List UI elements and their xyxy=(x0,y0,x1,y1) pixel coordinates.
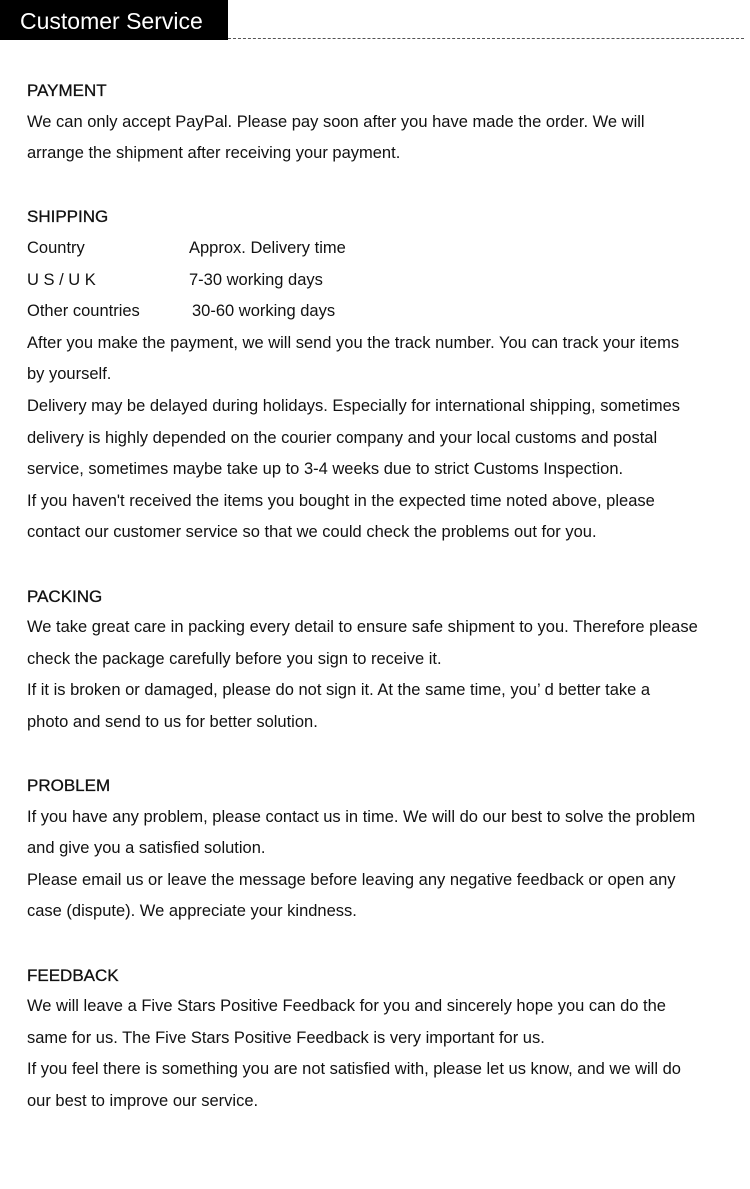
content xyxy=(27,75,743,1149)
section-title-problem: PROBLEM xyxy=(27,776,111,796)
page-header xyxy=(0,0,750,40)
text-line: photo and send to us for better solution. xyxy=(27,712,318,731)
section-title-shipping: SHIPPING xyxy=(27,207,109,227)
section-payment xyxy=(27,75,743,170)
shipping-delivery-time: 30-60 working days xyxy=(192,302,336,321)
shipping-country: U S / U K xyxy=(27,270,96,289)
text-line: service, sometimes maybe take up to 3-4 weeks due to strict Customs Inspection. xyxy=(27,460,624,479)
text-line: check the package carefully before you sign to receive it. xyxy=(27,649,442,668)
page-title: Customer Service xyxy=(0,0,228,40)
section-title-feedback: FEEDBACK xyxy=(27,965,119,985)
text-line: If it is broken or damaged, please do not sign it. At the same time, you’ d better take a xyxy=(27,681,651,700)
text-line: by yourself. xyxy=(27,365,112,384)
text-line: If you haven't received the items you bought in the expected time noted above, please xyxy=(27,491,655,510)
shipping-header-delivery: Approx. Delivery time xyxy=(189,238,346,257)
text-line: We will leave a Five Stars Positive Feedback for you and sincerely hope you can do the xyxy=(27,997,666,1016)
text-line: our best to improve our service. xyxy=(27,1092,259,1110)
text-line: Please email us or leave the message before leaving any negative feedback or open any xyxy=(27,870,676,889)
text-line: We can only accept PayPal. Please pay soon after you have made the order. We will xyxy=(27,112,645,131)
text-line: same for us. The Five Stars Positive Feedback is very important for us. xyxy=(27,1028,545,1047)
text-line: Delivery may be delayed during holidays. Especially for international shipping, sometimes xyxy=(27,396,680,415)
section-shipping xyxy=(27,201,743,549)
shipping-table-row xyxy=(27,296,743,328)
text-line: contact our customer service so that we could check the problems out for you. xyxy=(27,523,597,542)
shipping-table-header xyxy=(27,233,743,265)
section-title-packing: PACKING xyxy=(27,586,103,606)
shipping-country: Other countries xyxy=(27,302,140,321)
header-divider xyxy=(228,38,744,39)
section-packing xyxy=(27,581,743,739)
text-line: and give you a satisfied solution. xyxy=(27,839,266,858)
text-line: delivery is highly depended on the courier company and your local customs and postal xyxy=(27,428,658,447)
section-feedback xyxy=(27,960,743,1118)
text-line: If you feel there is something you are not satisfied with, please let us know, and we will do xyxy=(27,1060,681,1079)
shipping-delivery-time: 7-30 working days xyxy=(189,270,323,289)
shipping-table-row xyxy=(27,265,743,297)
text-line: case (dispute). We appreciate your kindness. xyxy=(27,902,357,921)
section-problem xyxy=(27,770,743,928)
text-line: If you have any problem, please contact us in time. We will do our best to solve the problem xyxy=(27,807,696,826)
section-title-payment: PAYMENT xyxy=(27,81,107,100)
text-line: We take great care in packing every detail to ensure safe shipment to you. Therefore please xyxy=(27,618,698,637)
text-line: arrange the shipment after receiving your payment. xyxy=(27,144,401,163)
shipping-header-country: Country xyxy=(27,238,85,257)
text-line: After you make the payment, we will send you the track number. You can track your items xyxy=(27,333,680,352)
